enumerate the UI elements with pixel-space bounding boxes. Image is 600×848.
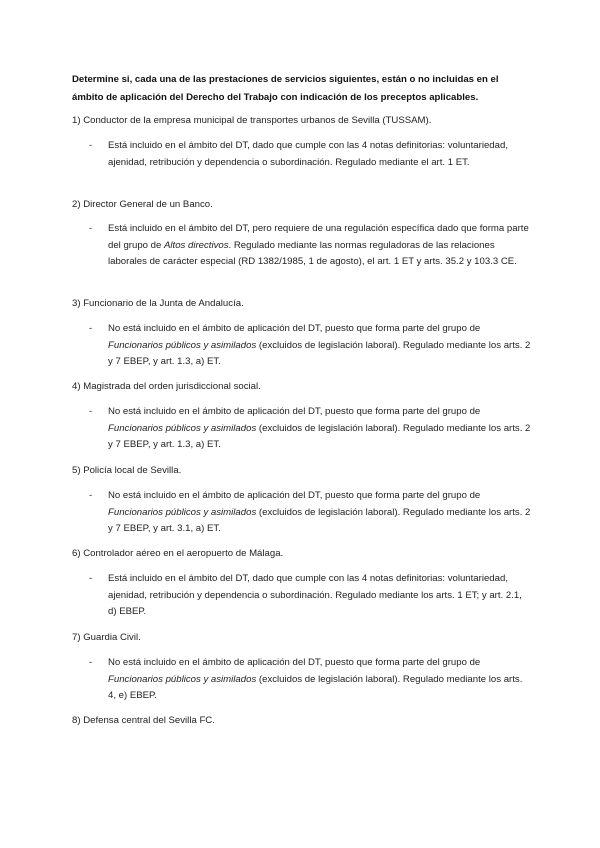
bullet-dash: - xyxy=(89,657,93,668)
answer-2 xyxy=(91,221,531,271)
answer-5-text: No está incluido en el ámbito de aplicación del DT, puesto que forma parte del grupo de Funcionarios públicos y asimilados (excluidos de legislación laboral). Regulado mediante los arts. 2 y 7 EBEP, y art. 3.1, a) ET. xyxy=(108,490,531,535)
answer-1 xyxy=(91,138,531,171)
question-4: 4) Magistrada del orden jurisdiccional social. xyxy=(72,381,261,392)
question-3: 3) Funcionario de la Junta de Andalucía. xyxy=(72,298,244,309)
question-1: 1) Conductor de la empresa municipal de transportes urbanos de Sevilla (TUSSAM). xyxy=(72,115,432,126)
bullet-dash: - xyxy=(89,406,93,417)
answer-4 xyxy=(91,404,531,454)
answer-7-text: No está incluido en el ámbito de aplicación del DT, puesto que forma parte del grupo de Funcionarios públicos y asimilados (excluidos de legislación laboral). Regulado mediante los arts. 4, e) EBEP. xyxy=(108,657,523,702)
question-6: 6) Controlador aéreo en el aeropuerto de Málaga. xyxy=(72,548,284,559)
exercise-heading: Determine si, cada una de las prestaciones de servicios siguientes, están o no incluidas en el ámbito de aplicación del Derecho del Trabajo con indicación de los preceptos aplicables. xyxy=(72,74,499,103)
answer-6 xyxy=(91,571,531,621)
answer-3-text: No está incluido en el ámbito de aplicación del DT, puesto que forma parte del grupo de Funcionarios públicos y asimilados (excluidos de legislación laboral). Regulado mediante los arts. 2 y 7 EBEP, y art. 1.3, a) ET. xyxy=(108,323,531,368)
answer-5 xyxy=(91,488,531,538)
answer-3 xyxy=(91,321,531,371)
bullet-dash: - xyxy=(89,323,93,334)
bullet-dash: - xyxy=(89,490,93,501)
answer-2-text: Está incluido en el ámbito del DT, pero requiere de una regulación específica dado que forma parte del grupo de Altos directivos. Regulado mediante las normas reguladoras de las relaciones laborales de carácter especial (RD 1382/1985, 1 de agosto), el art. 1 ET y arts. 35.2 y 103.3 CE. xyxy=(108,223,529,268)
question-8: 8) Defensa central del Sevilla FC. xyxy=(72,715,215,726)
answer-1-text: Está incluido en el ámbito del DT, dado que cumple con las 4 notas definitorias: voluntariedad, ajenidad, retribución y dependencia o subordinación. Regulado mediante el art. 1 ET. xyxy=(108,140,508,168)
bullet-dash: - xyxy=(89,223,93,234)
question-2: 2) Director General de un Banco. xyxy=(72,199,213,210)
answer-7 xyxy=(91,655,531,705)
answer-6-text: Está incluido en el ámbito del DT, dado que cumple con las 4 notas definitorias: voluntariedad, ajenidad, retribución y dependencia o subordinación. Regulado mediante los arts. 1 ET; y art. 2.1, d) EBEP. xyxy=(108,573,522,618)
bullet-dash: - xyxy=(89,140,93,151)
question-7: 7) Guardia Civil. xyxy=(72,632,141,643)
bullet-dash: - xyxy=(89,573,93,584)
answer-4-text: No está incluido en el ámbito de aplicación del DT, puesto que forma parte del grupo de Funcionarios públicos y asimilados (excluidos de legislación laboral). Regulado mediante los arts. 2 y 7 EBEP, y art. 1.3, a) ET. xyxy=(108,406,531,451)
question-5: 5) Policía local de Sevilla. xyxy=(72,465,182,476)
